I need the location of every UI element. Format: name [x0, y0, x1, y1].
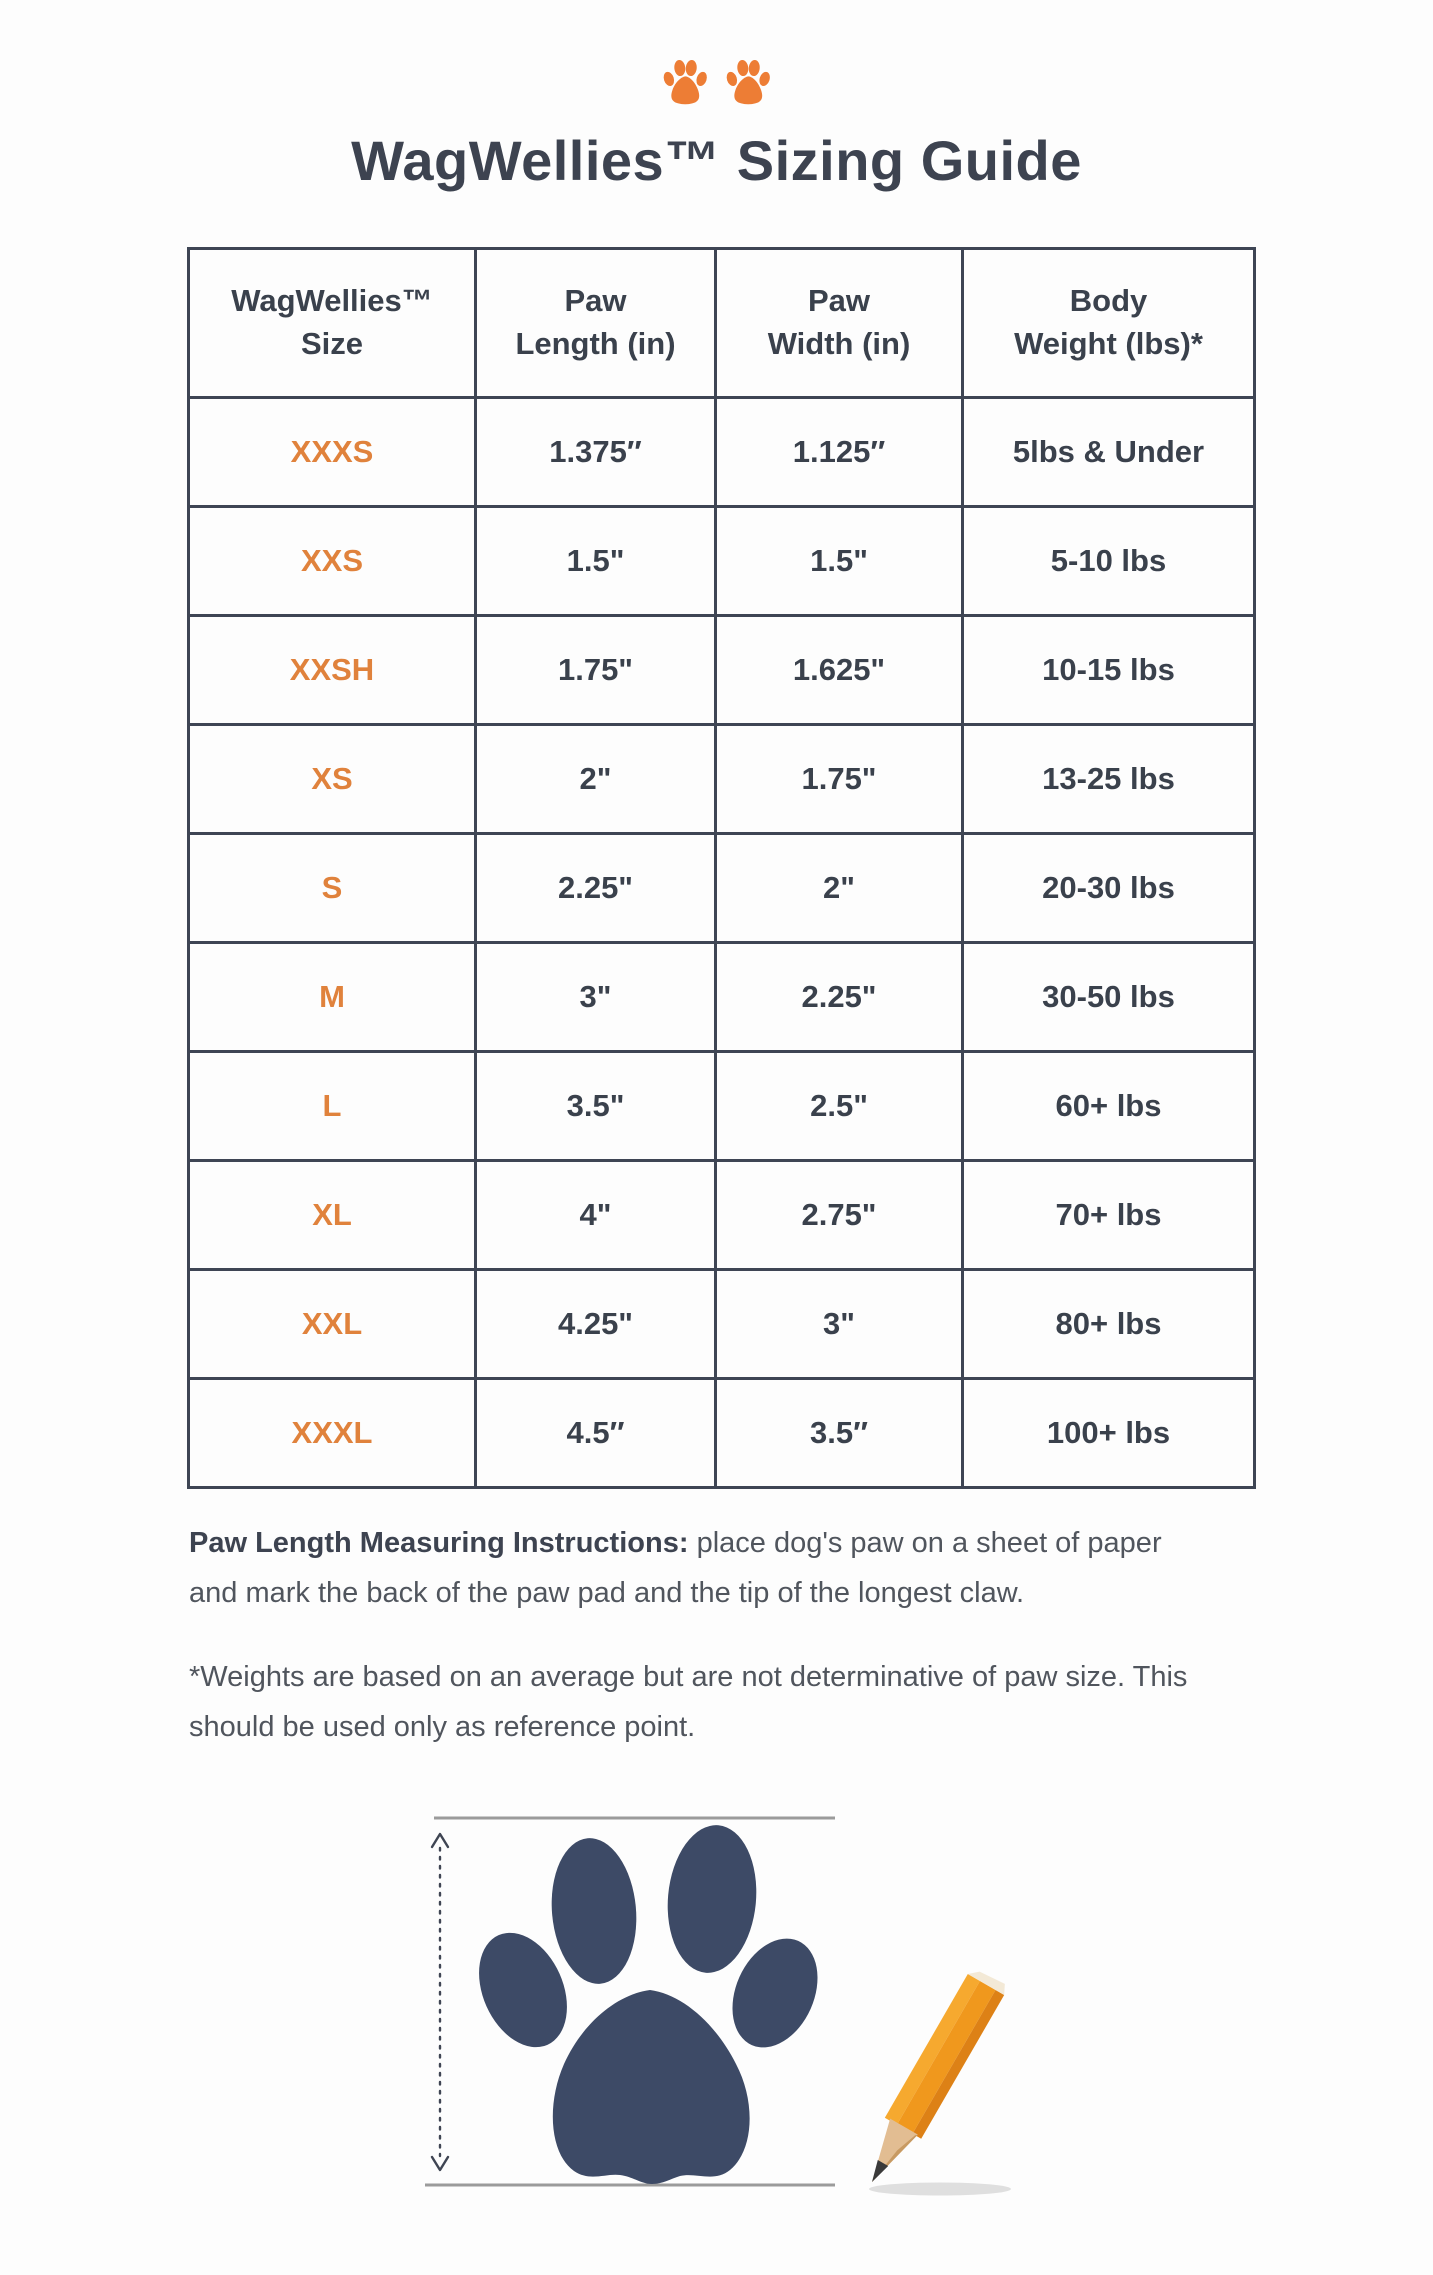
column-header-body-weight: Body Weight (lbs)*: [963, 249, 1255, 398]
table-row: [189, 1270, 1255, 1379]
body-weight-value: 5-10 lbs: [963, 507, 1255, 616]
table-row: [189, 943, 1255, 1052]
size-value: M: [189, 943, 476, 1052]
paw-print-illustration: [462, 1821, 834, 2184]
paw-width-value: 2.75": [716, 1161, 963, 1270]
paw-width-value: 1.625": [716, 616, 963, 725]
measuring-diagram: [420, 1800, 1020, 2210]
paw-length-value: 4.25": [476, 1270, 716, 1379]
body-weight-value: 5lbs & Under: [963, 398, 1255, 507]
body-weight-value: 70+ lbs: [963, 1161, 1255, 1270]
page-title: WagWellies™ Sizing Guide: [351, 129, 1082, 192]
sizing-table: [187, 247, 1256, 1489]
size-value: XXS: [189, 507, 476, 616]
paw-length-arrow: [432, 1834, 448, 2170]
size-value: XL: [189, 1161, 476, 1270]
table-row: [189, 507, 1255, 616]
size-value: XXXL: [189, 1379, 476, 1488]
paw-width-value: 2.5": [716, 1052, 963, 1161]
paw-width-value: 2.25": [716, 943, 963, 1052]
body-weight-value: 10-15 lbs: [963, 616, 1255, 725]
paw-length-value: 3.5": [476, 1052, 716, 1161]
column-header-size: WagWellies™ Size: [189, 249, 476, 398]
paw-length-value: 2.25": [476, 834, 716, 943]
column-header-paw-length: Paw Length (in): [476, 249, 716, 398]
table-header-row: [189, 249, 1255, 398]
paw-width-value: 1.5": [716, 507, 963, 616]
paw-length-value: 4": [476, 1161, 716, 1270]
table-row: [189, 1052, 1255, 1161]
pencil-shadow: [869, 2183, 1011, 2196]
weights-footnote: *Weights are based on an average but are not determinative of paw size. This should be used only as reference point.: [189, 1661, 1188, 1743]
measuring-instructions: [189, 1518, 1204, 1618]
body-weight-value: 20-30 lbs: [963, 834, 1255, 943]
paw-width-value: 2": [716, 834, 963, 943]
body-weight-value: 30-50 lbs: [963, 943, 1255, 1052]
table-row: [189, 616, 1255, 725]
table-row: [189, 834, 1255, 943]
paw-length-value: 1.75": [476, 616, 716, 725]
size-value: S: [189, 834, 476, 943]
paw-width-value: 1.125″: [716, 398, 963, 507]
body-weight-value: 60+ lbs: [963, 1052, 1255, 1161]
paw-icon: [659, 56, 711, 105]
paw-length-value: 2": [476, 725, 716, 834]
paw-width-value: 3": [716, 1270, 963, 1379]
header-paw-icons: [0, 56, 1433, 105]
paw-length-value: 4.5″: [476, 1379, 716, 1488]
body-weight-value: 80+ lbs: [963, 1270, 1255, 1379]
paw-icon: [722, 56, 774, 105]
body-weight-value: 100+ lbs: [963, 1379, 1255, 1488]
table-row: [189, 1161, 1255, 1270]
paw-width-value: 1.75": [716, 725, 963, 834]
table-row: [189, 1379, 1255, 1488]
paw-length-value: 3": [476, 943, 716, 1052]
table-row: [189, 725, 1255, 834]
size-value: XS: [189, 725, 476, 834]
measuring-instructions-text: place dog's paw on a sheet of paper and mark the back of the paw pad and the tip of the longest claw.: [189, 1527, 1162, 1609]
table-row: [189, 398, 1255, 507]
column-header-paw-width: Paw Width (in): [716, 249, 963, 398]
size-value: XXXS: [189, 398, 476, 507]
size-value: XXL: [189, 1270, 476, 1379]
paw-length-value: 1.375″: [476, 398, 716, 507]
size-value: XXSH: [189, 616, 476, 725]
pencil-icon: [854, 1965, 1009, 2192]
size-value: L: [189, 1052, 476, 1161]
paw-length-value: 1.5": [476, 507, 716, 616]
measuring-instructions-label: Paw Length Measuring Instructions:: [189, 1527, 689, 1559]
body-weight-value: 13-25 lbs: [963, 725, 1255, 834]
paw-width-value: 3.5″: [716, 1379, 963, 1488]
